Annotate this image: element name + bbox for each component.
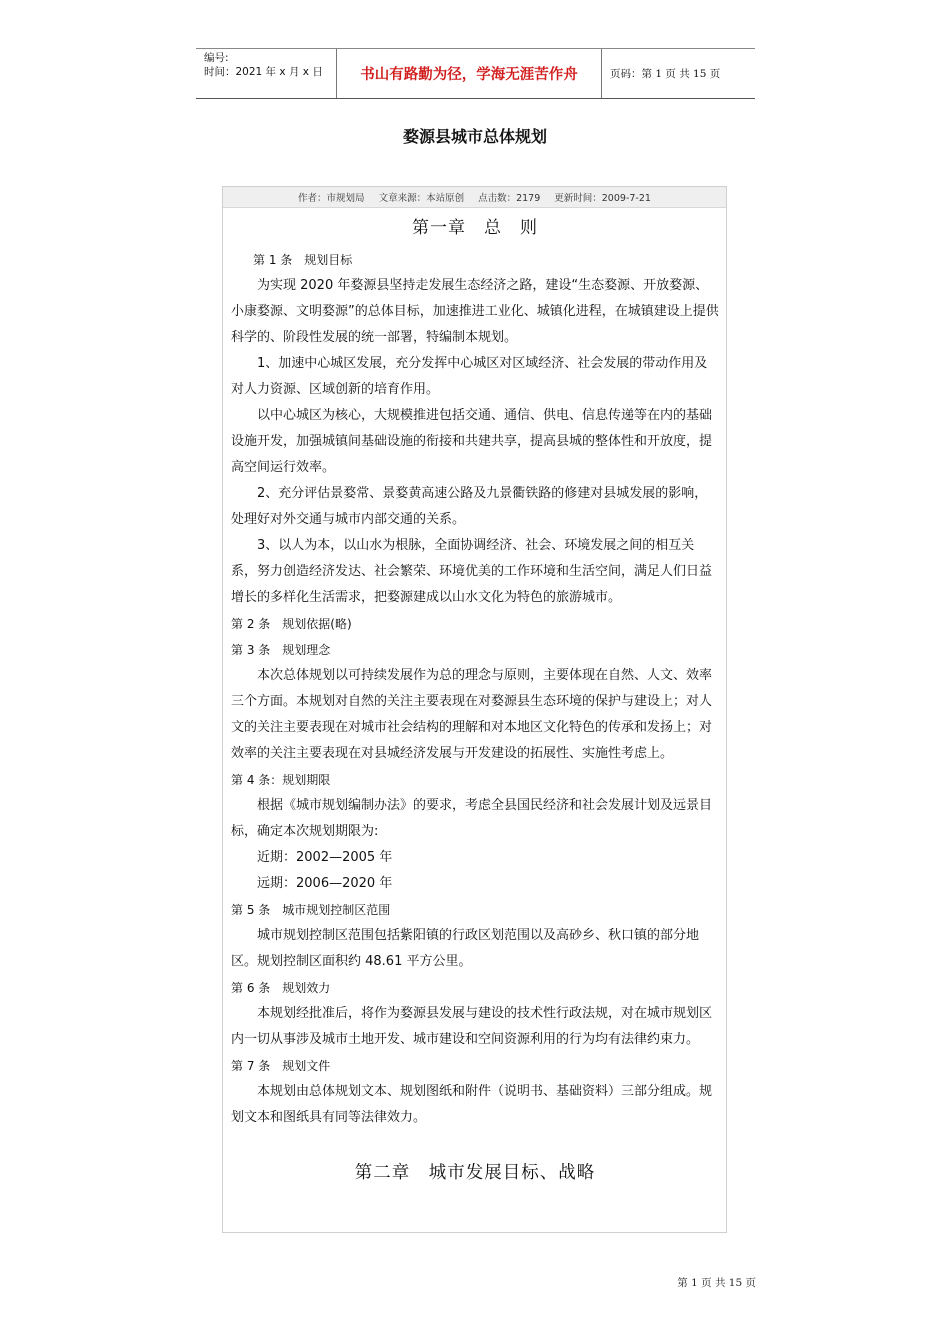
meta-author: 作者：市规划局 [298, 193, 365, 204]
paragraph: 3、以人为本，以山水为根脉，全面协调经济、社会、环境发展之间的相互关系，努力创造经济发达、社会繁荣、环境优美的工作环境和生活空间，满足人们日益增长的多样化生活需求，把婺源建成以山水文化为特色的旅游城市。 [231, 538, 713, 605]
paragraph: 本规划由总体规划文本、规划图纸和附件（说明书、基础资料）三部分组成。规划文本和图纸具有同等法律效力。 [231, 1084, 713, 1125]
paragraph: 根据《城市规划编制办法》的要求，考虑全县国民经济和社会发展计划及远景目标，确定本次规划期限为: [231, 798, 713, 839]
article-4-heading: 第 4 条：规划期限 [231, 773, 331, 787]
header-meta-cell [196, 49, 337, 98]
paragraph: 为实现 2020 年婺源县坚持走发展生态经济之路，建设“生态婺源、开放婺源、小康婺源、文明婺源”的总体目标，加速推进工业化、城镇化进程，在城镇建设上提供科学的、阶段性发展的统一部署，特编制本规划。 [231, 278, 719, 345]
paragraph: 本规划经批准后，将作为婺源县发展与建设的技术性行政法规，对在城市规划区内一切从事涉及城市土地开发、城市建设和空间资源利用的行为均有法律约束力。 [231, 1006, 713, 1047]
article-2-heading: 第 2 条 规划依据(略) [231, 617, 352, 631]
header-table [196, 48, 755, 99]
chapter-2-title: 第二章 城市发展目标、战略 [354, 1163, 596, 1183]
page-footer: 第 1 页 共 15 页 [677, 1277, 756, 1289]
article-7-heading: 第 7 条 规划文件 [231, 1059, 331, 1073]
paragraph: 城市规划控制区范围包括紫阳镇的行政区划范围以及高砂乡、秋口镇的部分地区。规划控制区面积约 48.61 平方公里。 [231, 928, 700, 969]
meta-updated: 更新时间：2009-7-21 [554, 193, 651, 204]
article-frame [222, 186, 727, 1233]
document-title: 婺源县城市总体规划 [402, 127, 547, 146]
article-6-heading: 第 6 条 规划效力 [231, 981, 331, 995]
time-label: 时间：2021 年 x 月 x 日 [204, 66, 323, 78]
page-code: 页码：第 1 页 共 15 页 [610, 68, 721, 80]
paragraph: 2、充分评估景婺常、景婺黄高速公路及九景衢铁路的修建对县城发展的影响，处理好对外交通与城市内部交通的关系。 [231, 486, 708, 527]
number-label: 编号: [204, 52, 229, 64]
article-5-heading: 第 5 条 城市规划控制区范围 [231, 903, 391, 917]
article-meta-bar [223, 187, 726, 208]
chapter-1-title: 第一章 总 则 [412, 218, 538, 238]
paragraph: 远期：2006—2020 年 [257, 876, 393, 891]
article-3-heading: 第 3 条 规划理念 [231, 643, 331, 657]
paragraph: 近期：2002—2005 年 [257, 850, 393, 865]
paragraph: 1、加速中心城区发展，充分发挥中心城区对区域经济、社会发展的带动作用及对人力资源、区域创新的培育作用。 [231, 356, 708, 397]
article-body [231, 209, 719, 1193]
paragraph: 本次总体规划以可持续发展作为总的理念与原则，主要体现在自然、人文、效率三个方面。本规划对自然的关注主要表现在对婺源县生态环境的保护与建设上；对人文的关注主要表现在对城市社会结构的理解和对本地区文化特色的传承和发扬上；对效率的关注主要表现在对县城经济发展与开发建设的拓展性、实施性考虑上。 [231, 668, 713, 761]
meta-clicks: 点击数：2179 [478, 193, 541, 204]
article-1-heading: 第 1 条 规划目标 [253, 253, 353, 267]
motto: 书山有路勤为径，学海无涯苦作舟 [337, 49, 602, 98]
meta-source: 文章来源：本站原创 [378, 193, 465, 204]
paragraph: 以中心城区为核心，大规模推进包括交通、通信、供电、信息传递等在内的基础设施开发，加强城镇间基础设施的衔接和共建共享，提高县城的整体性和开放度，提高空间运行效率。 [231, 408, 713, 475]
